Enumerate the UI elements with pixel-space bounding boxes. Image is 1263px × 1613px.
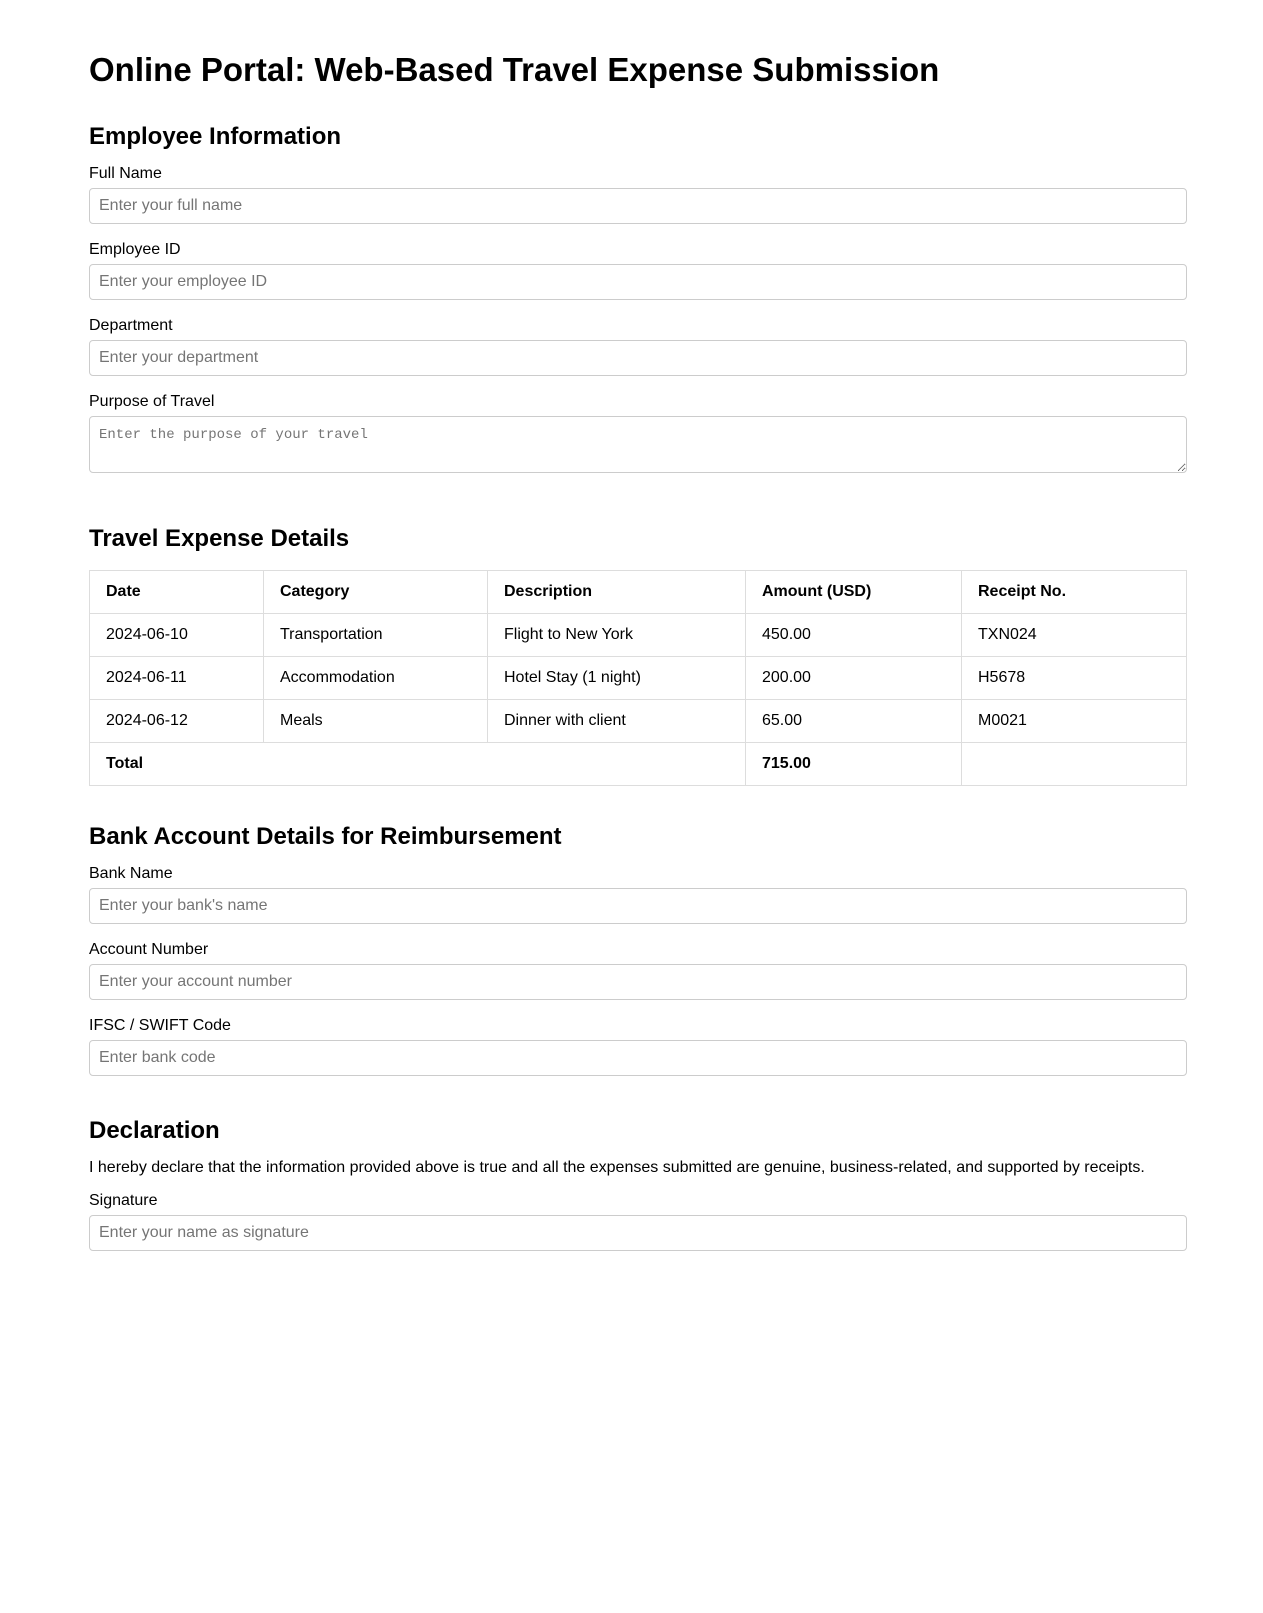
declaration-heading: Declaration — [89, 1117, 220, 1144]
column-header-description: Description — [488, 571, 746, 614]
bank-name-group — [89, 864, 1174, 924]
table-row — [90, 700, 1187, 743]
column-header-category: Category — [264, 571, 488, 614]
department-group — [89, 316, 1174, 376]
column-header-amount: Amount (USD) — [746, 571, 962, 614]
expense-section-heading: Travel Expense Details — [89, 525, 350, 552]
cell-receipt: M0021 — [962, 700, 1187, 743]
purpose-group — [89, 392, 1174, 473]
purpose-textarea[interactable] — [89, 416, 1187, 473]
signature-label: Signature — [89, 1192, 158, 1209]
department-label: Department — [89, 317, 173, 334]
account-number-input[interactable] — [89, 964, 1187, 1000]
account-number-label: Account Number — [89, 941, 209, 958]
bank-section-heading: Bank Account Details for Reimbursement — [89, 823, 562, 850]
cell-description: Dinner with client — [488, 700, 746, 743]
employee-section — [89, 122, 1174, 473]
full-name-group — [89, 164, 1174, 224]
column-header-receipt: Receipt No. — [962, 571, 1187, 614]
cell-description: Flight to New York — [488, 614, 746, 657]
cell-category: Transportation — [264, 614, 488, 657]
employee-id-group — [89, 240, 1174, 300]
cell-date: 2024-06-10 — [90, 614, 264, 657]
declaration-text: I hereby declare that the information provided above is true and all the expenses submitted are genuine, business-related, and supported by receipts. — [89, 1159, 1145, 1176]
cell-receipt: H5678 — [962, 657, 1187, 700]
cell-date: 2024-06-12 — [90, 700, 264, 743]
cell-amount: 450.00 — [746, 614, 962, 657]
cell-receipt: TXN024 — [962, 614, 1187, 657]
bank-code-label: IFSC / SWIFT Code — [89, 1017, 231, 1034]
total-receipt-empty — [962, 743, 1187, 786]
total-amount: 715.00 — [746, 743, 962, 786]
total-row — [90, 743, 1187, 786]
cell-category: Meals — [264, 700, 488, 743]
account-number-group — [89, 940, 1174, 1000]
bank-name-input[interactable] — [89, 888, 1187, 924]
declaration-section — [89, 1116, 1174, 1251]
table-row — [90, 657, 1187, 700]
expense-table — [89, 570, 1187, 786]
cell-category: Accommodation — [264, 657, 488, 700]
employee-section-heading: Employee Information — [89, 123, 342, 150]
bank-code-group — [89, 1016, 1174, 1076]
cell-description: Hotel Stay (1 night) — [488, 657, 746, 700]
cell-amount: 65.00 — [746, 700, 962, 743]
bank-section — [89, 822, 1174, 1076]
employee-id-input[interactable] — [89, 264, 1187, 300]
employee-id-label: Employee ID — [89, 241, 181, 258]
expense-section — [89, 524, 1174, 786]
full-name-input[interactable] — [89, 188, 1187, 224]
bank-name-label: Bank Name — [89, 865, 173, 882]
purpose-label: Purpose of Travel — [89, 393, 215, 410]
department-input[interactable] — [89, 340, 1187, 376]
signature-input[interactable] — [89, 1215, 1187, 1251]
cell-amount: 200.00 — [746, 657, 962, 700]
page-title: Online Portal: Web-Based Travel Expense Submission — [89, 51, 940, 88]
table-row — [90, 614, 1187, 657]
signature-group — [89, 1191, 1174, 1251]
bank-code-input[interactable] — [89, 1040, 1187, 1076]
full-name-label: Full Name — [89, 165, 162, 182]
total-label: Total — [90, 743, 746, 786]
column-header-date: Date — [90, 571, 264, 614]
expense-table-header-row — [90, 571, 1187, 614]
cell-date: 2024-06-11 — [90, 657, 264, 700]
